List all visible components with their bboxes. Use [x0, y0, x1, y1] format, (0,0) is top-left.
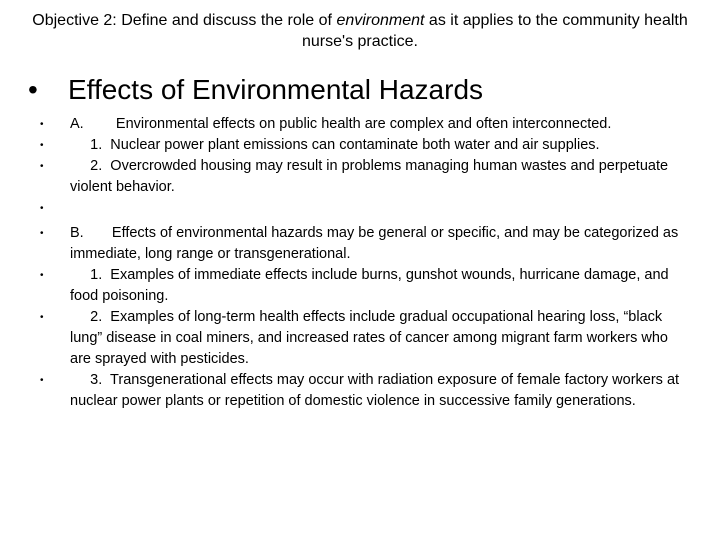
objective-suffix: as it applies to the community health nurse's practice.	[302, 12, 688, 50]
list-item	[0, 198, 720, 223]
item-text: 3. Transgenerational effects may occur with radiation exposure of female factory workers at nuclear power plants or repetition of domestic violence in successive family generations.	[70, 372, 684, 409]
item-text: 2. Examples of long-term health effects include gradual occupational hearing loss, “black lung” disease in coal miners, and increased rates of cancer among migrant farm workers who are sprayed with pesticides.	[70, 309, 673, 367]
bullet-dot: •	[40, 375, 44, 386]
section-heading	[28, 72, 483, 108]
list-item	[0, 370, 720, 412]
item-text: Environmental effects on public health are complex and often interconnected.	[83, 116, 612, 132]
list-item	[0, 135, 720, 156]
item-text: Effects of environmental hazards may be general or specific, and may be categorized as immediate, long range or transgenerational.	[70, 225, 683, 262]
item-text: 1. Nuclear power plant emissions can contaminate both water and air supplies.	[70, 137, 600, 153]
list-item	[0, 223, 720, 265]
heading-text: Effects of Environmental Hazards	[68, 74, 484, 105]
item-text: 1. Examples of immediate effects include burns, gunshot wounds, hurricane damage, and food poisoning.	[70, 267, 673, 304]
list-item	[0, 265, 720, 307]
bullet-dot: •	[40, 312, 44, 323]
objective-emphasis: environment	[336, 12, 425, 29]
bullet-list	[0, 114, 720, 412]
bullet-dot: •	[40, 203, 44, 214]
item-label: B.	[70, 225, 84, 241]
item-text: 2. Overcrowded housing may result in problems managing human wastes and perpetuate violent behavior.	[70, 158, 673, 195]
bullet-dot: •	[40, 228, 44, 239]
bullet-dot: •	[40, 270, 44, 281]
objective-title	[30, 10, 690, 52]
bullet-dot: •	[40, 140, 44, 151]
list-item	[0, 114, 720, 135]
list-item	[0, 156, 720, 198]
heading-bullet: •	[28, 74, 38, 105]
list-item	[0, 307, 720, 370]
item-label: A.	[70, 116, 84, 132]
bullet-dot: •	[40, 161, 44, 172]
bullet-dot: •	[40, 119, 44, 130]
objective-prefix: Objective 2: Define and discuss the role of	[32, 12, 337, 29]
